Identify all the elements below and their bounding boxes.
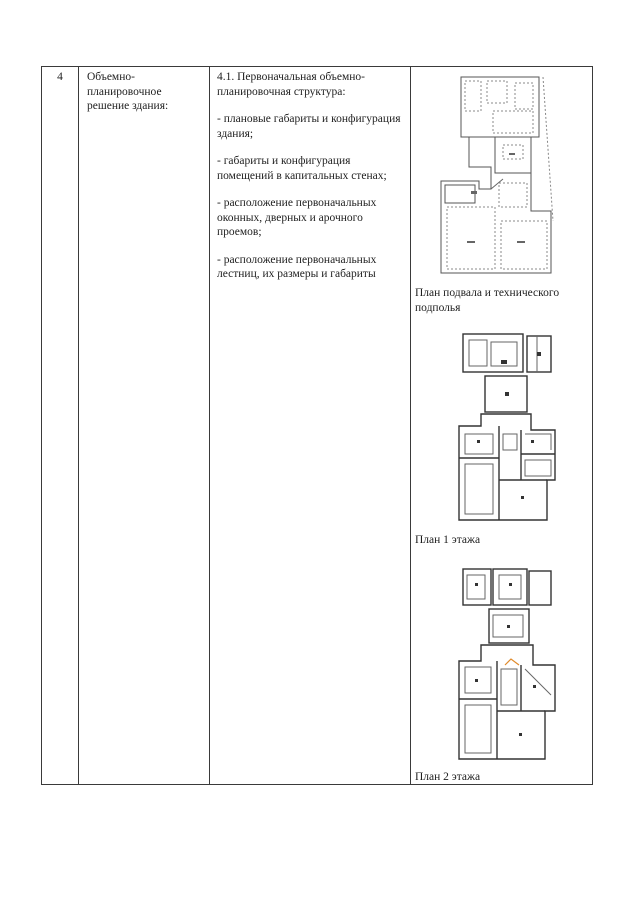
row-name-line: Объемно- (87, 71, 135, 83)
plans-column (411, 67, 592, 784)
row-name-cell (79, 67, 210, 785)
row-plans-cell (411, 67, 593, 785)
description-item: - расположение первоначальных оконных, дверных и арочного проемов; (217, 197, 377, 238)
row-description-cell (210, 67, 411, 785)
first-floor-plan-icon (441, 330, 561, 530)
plan-caption: План подвала и технического подполья (415, 287, 560, 314)
table-row (42, 67, 593, 785)
plan-caption: План 2 этажа (415, 771, 481, 783)
row-name-line: решение здания: (87, 100, 169, 112)
row-name (79, 67, 209, 114)
basement-floor-plan-icon (431, 71, 581, 281)
description-heading: 4.1. Первоначальная объемно-планировочная структура: (217, 71, 365, 98)
row-number: 4 (57, 71, 63, 83)
row-number-cell (42, 67, 79, 785)
row-name-line: планировочное (87, 85, 162, 98)
description-item: - плановые габариты и конфигурация здания; (217, 113, 401, 140)
row-description (210, 67, 410, 282)
second-floor-plan-icon (441, 565, 561, 765)
description-item: - габариты и конфигурация помещений в капитальных стенах; (217, 155, 387, 182)
spec-table (41, 66, 593, 785)
description-item: - расположение первоначальных лестниц, их размеры и габариты (217, 253, 377, 280)
plan-caption: План 1 этажа (415, 534, 481, 546)
